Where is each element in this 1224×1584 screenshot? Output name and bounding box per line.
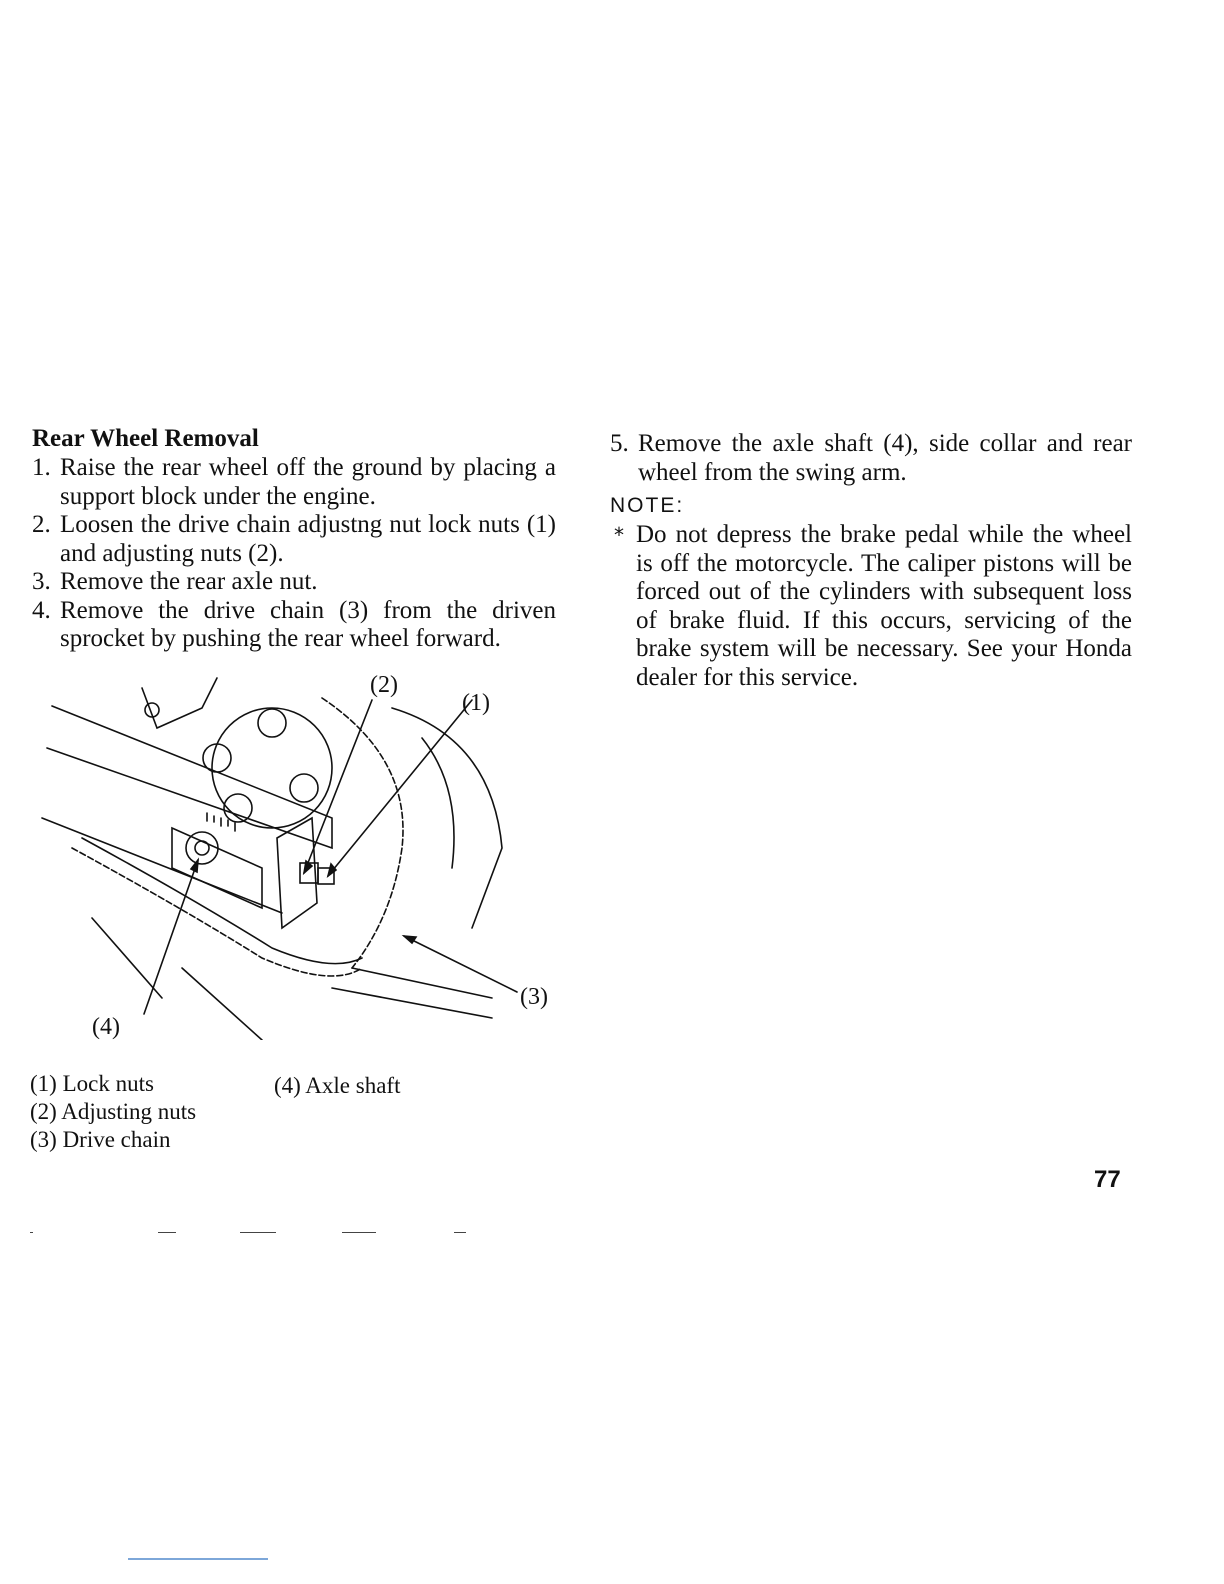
axle-nut	[186, 832, 218, 864]
left-column	[32, 424, 556, 654]
step-item	[32, 568, 556, 597]
step-text: Remove the drive chain (3) from the driven sprocket by pushing the rear wheel forward.	[60, 596, 556, 652]
right-column	[610, 430, 1132, 692]
scale-ticks	[207, 813, 235, 831]
section-title: Rear Wheel Removal	[32, 425, 259, 452]
steps-list-right	[610, 430, 1132, 487]
scan-mark	[158, 1232, 176, 1233]
step-text: Remove the rear axle nut.	[60, 568, 318, 595]
scan-mark	[454, 1232, 466, 1233]
leader-line-3	[404, 936, 517, 992]
rear-wheel-drawing	[32, 668, 562, 1040]
step-item	[610, 430, 1132, 487]
step-item	[32, 454, 556, 511]
step-item	[32, 511, 556, 568]
drive-chain-lower-edge	[82, 838, 362, 964]
leader-line-4	[144, 860, 198, 1014]
step-text: Remove the axle shaft (4), side collar and rear wheel from the swing arm.	[638, 430, 1132, 486]
leader-line-1	[328, 700, 472, 876]
note-label: NOTE:	[610, 494, 685, 517]
step-item	[32, 597, 556, 654]
frame-lines	[92, 918, 492, 1040]
hub-bolt	[203, 744, 231, 772]
note-item	[610, 521, 1132, 692]
callout-1: (1)	[462, 690, 490, 716]
step-text: Raise the rear wheel off the ground by placing a support block under the engine.	[60, 454, 556, 510]
legend-item: (2) Adjusting nuts	[30, 1099, 197, 1124]
blue-rule	[128, 1558, 268, 1560]
swing-arm	[47, 706, 332, 848]
sprocket-hub	[212, 708, 332, 828]
wheel-tire	[422, 738, 454, 868]
legend-item: (4) Axle shaft	[274, 1073, 401, 1098]
axle-nut-center	[195, 841, 209, 855]
scan-mark	[240, 1232, 276, 1233]
callout-4: (4)	[92, 1014, 120, 1040]
chain-block	[277, 818, 317, 928]
page-number: 77	[1094, 1166, 1121, 1193]
step-number: 2.	[32, 511, 51, 538]
step-text: Loosen the drive chain adjustng nut lock nuts (1) and adjusting nuts (2).	[60, 511, 556, 567]
arrowheads	[191, 860, 416, 943]
scan-mark	[342, 1232, 376, 1233]
asterisk-bullet: *	[614, 523, 624, 547]
step-number: 1.	[32, 454, 51, 481]
rear-wheel-illustration	[32, 668, 562, 1040]
hub-bolt	[290, 774, 318, 802]
note-text: Do not depress the brake pedal while the wheel is off the motorcycle. The caliper pistons will be forced out of the cylinders with subsequent loss of brake fluid. If this occurs, servicing of the brake system will be necessary. See your Honda dealer for this service.	[636, 521, 1132, 691]
callout-3: (3)	[520, 984, 548, 1010]
step-number: 4.	[32, 596, 51, 624]
scan-mark	[30, 1232, 33, 1233]
legend-item: (3) Drive chain	[30, 1127, 171, 1152]
hub-bolt	[258, 709, 286, 737]
step-number: 5.	[610, 430, 629, 457]
steps-list-left	[32, 454, 556, 654]
legend-item: (1) Lock nuts	[30, 1071, 154, 1096]
wheel-rim	[392, 708, 502, 928]
step-number: 3.	[32, 568, 51, 595]
callout-2: (2)	[370, 672, 398, 698]
